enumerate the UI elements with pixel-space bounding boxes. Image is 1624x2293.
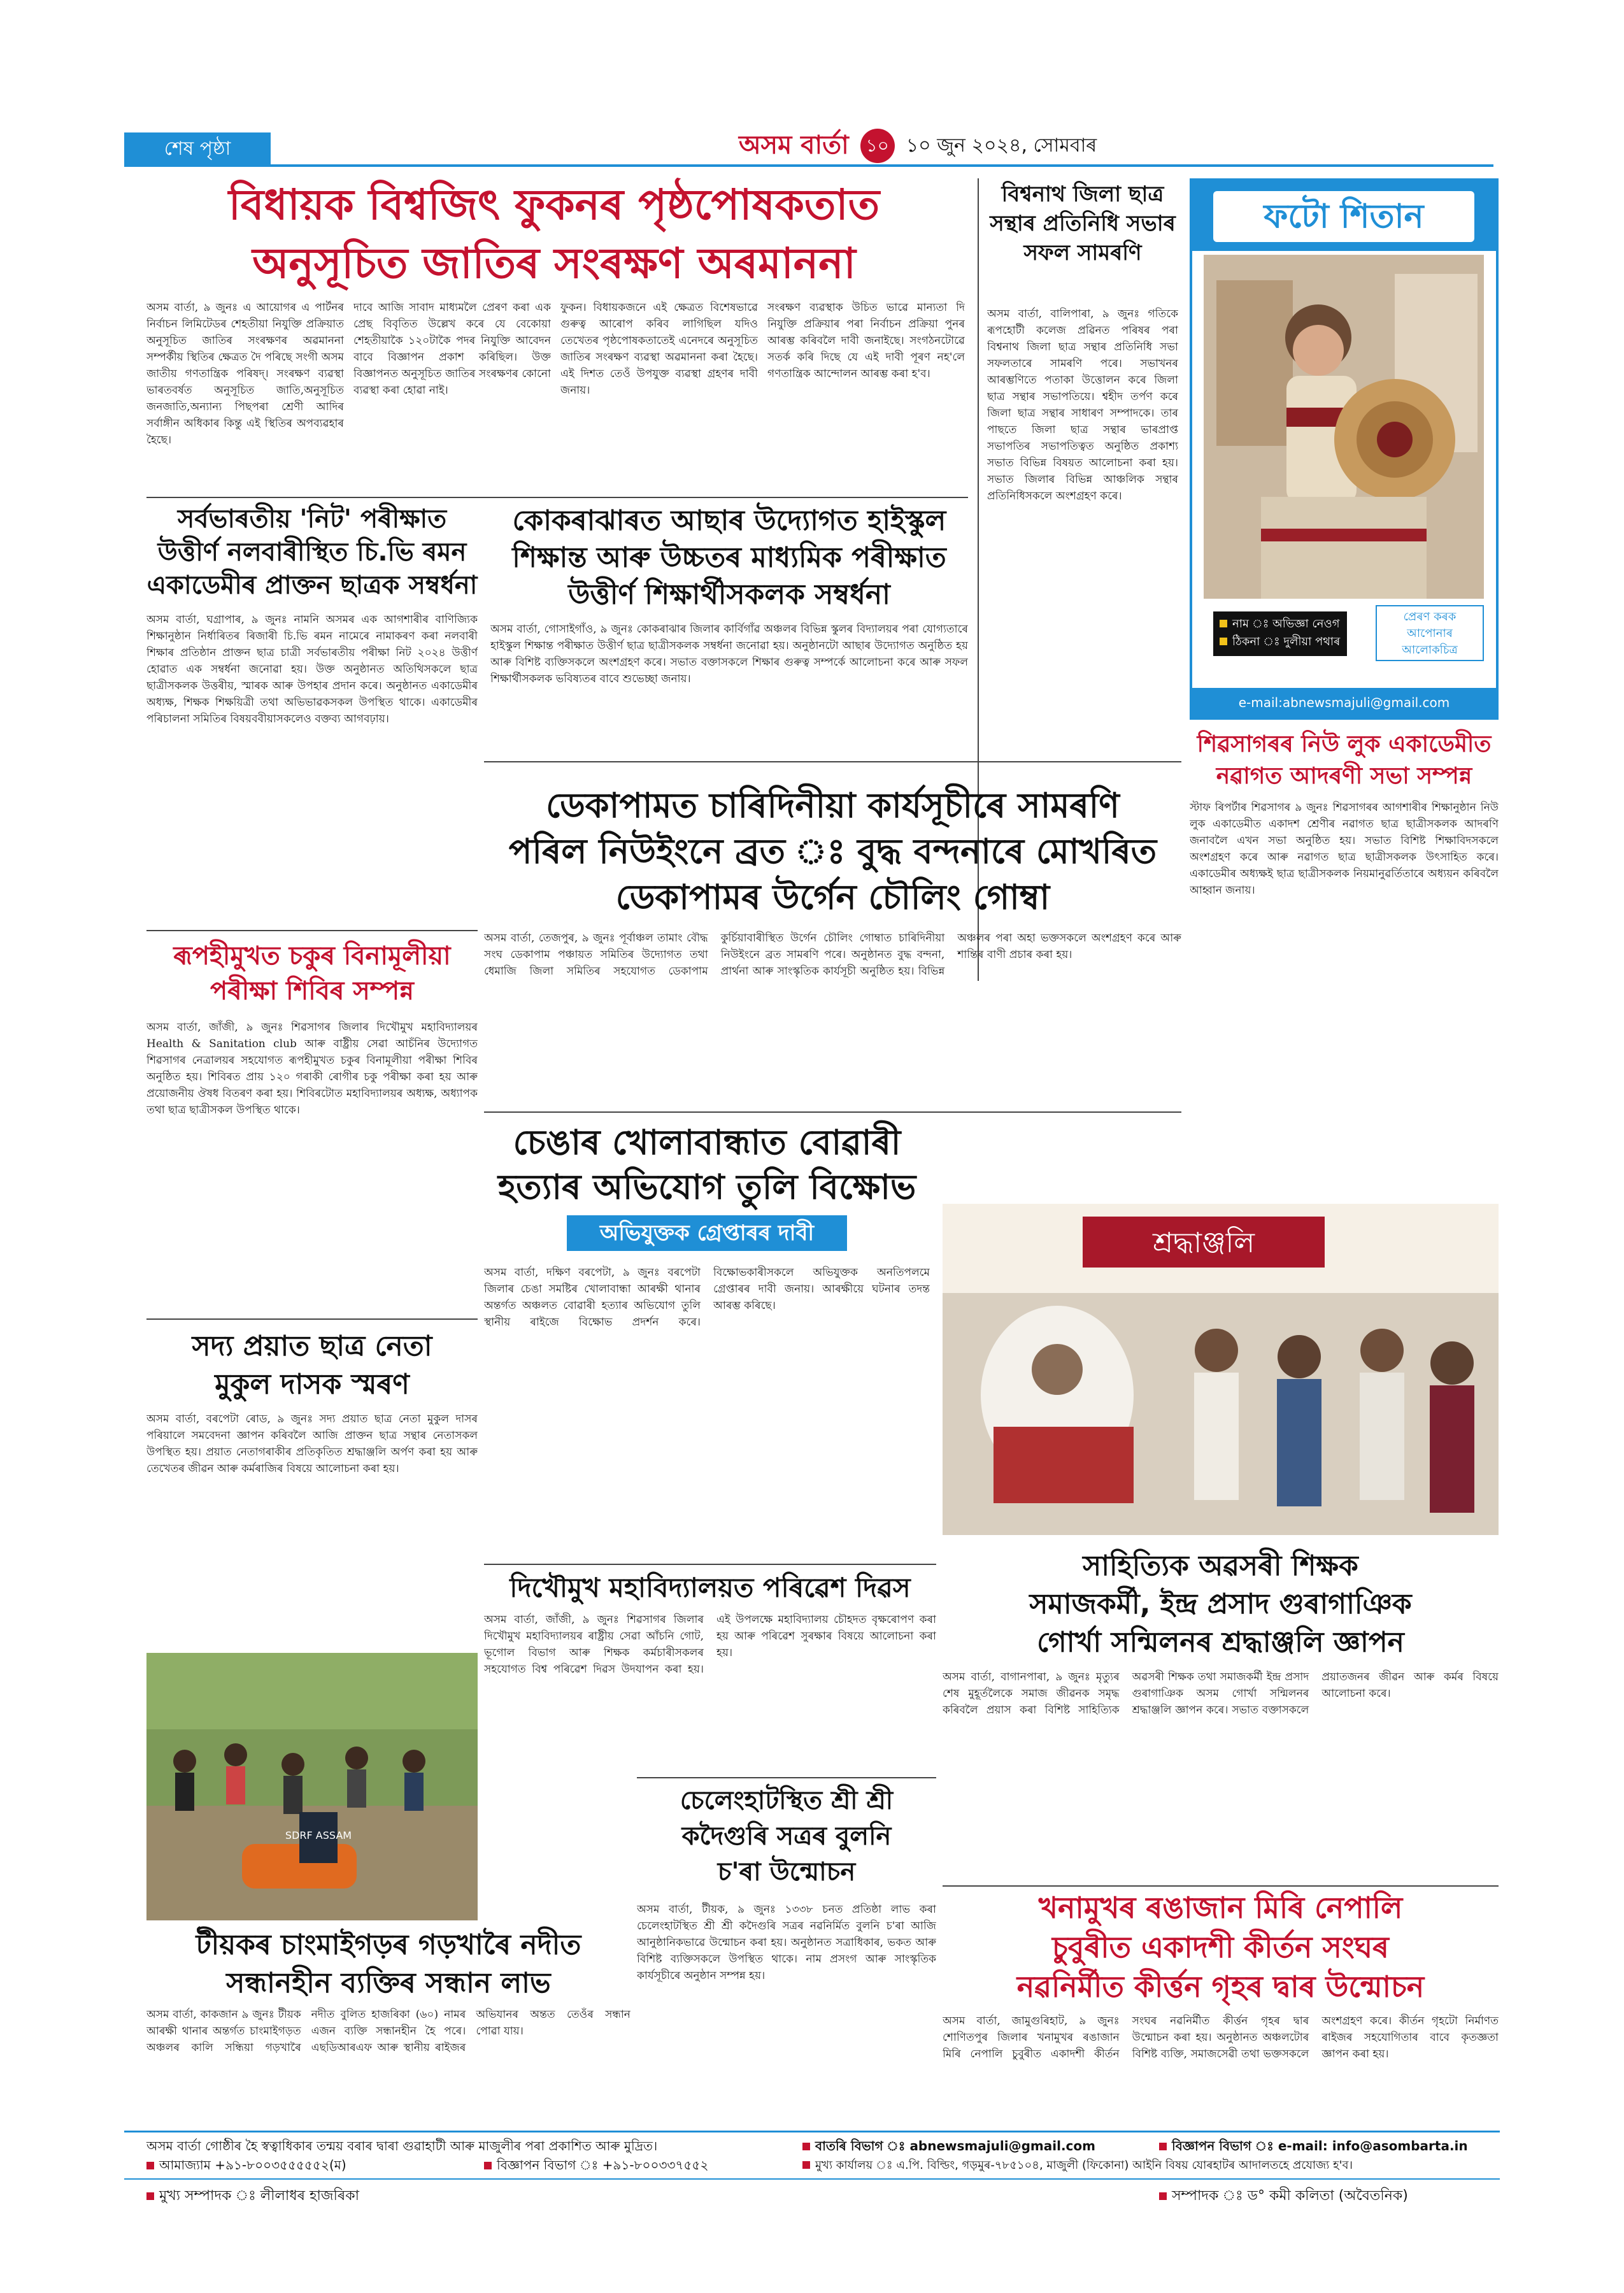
photo-credit-box: [1213, 611, 1347, 656]
tiyok-body: অসম বাৰ্তা, কাকজান ৯ জুনঃ টীয়ক আৰক্ষী থানাৰ অন্তৰ্গত চাংমাইগড়ত অঞ্চলৰ কালি সন্ধিয়া গড়খাৰৈ নদীত বুলিত হাজৰিকা (৬০) নামৰ এজন ব্যক্তি সন্ধানহীন হৈ পৰে। এছডিআৰএফ আৰু স্থানীয় ৰাইজৰ অভিযানৰ অন্তত তেওঁৰ সন্ধান পোৱা যায়।: [146, 2008, 630, 2054]
sibsagar-headline-2: নৱাগত আদৰণী সভা সম্পন্ন: [1216, 763, 1472, 789]
mukul-headline-1: সদ্য প্ৰয়াত ছাত্ৰ নেতা: [192, 1330, 432, 1362]
footer-rule: [124, 2131, 1500, 2132]
khanamukh-headline-1: খনামুখৰ ৰঙাজান মিৰি নেপালি: [1038, 1890, 1403, 1925]
photo-name: নাম ঃ অভিজ্ঞা নেওগ: [1232, 617, 1340, 631]
section-divider: [943, 1885, 1499, 1887]
footer-adv-email-text: বিজ্ঞাপন বিভাগ ঃ e-mail: info@asombarta.in: [1172, 2138, 1468, 2154]
rescue-photo: [146, 1653, 478, 1920]
kokrajhar-headline-1: কোকৰাঝাৰত আছাৰ উদ্যোগত হাইস্কুল: [512, 504, 946, 537]
masthead: [739, 127, 1097, 164]
section-divider: [146, 1318, 478, 1320]
send-photo-note: প্ৰেৰণ কৰক আপোনাৰ আলোকচিত্ৰ: [1376, 605, 1484, 661]
footer-rule-2: [124, 2178, 1500, 2180]
section-divider: [484, 1111, 1181, 1113]
tiyok-headline-1: টীয়কৰ চাংমাইগড়ৰ গড়খাৰৈ নদীত: [196, 1929, 581, 1961]
photo-place: ঠিকনা ঃ দুলীয়া পথাৰ: [1232, 635, 1341, 648]
footer-adv-office: [484, 2156, 802, 2177]
chengar-body: অসম বাৰ্তা, দক্ষিণ বৰপেটা, ৯ জুনঃ বৰপেটা জিলাৰ চেঙা সমষ্টিৰ খোলাবান্ধা আৰক্ষী থানাৰ অন্তৰ্গত অঞ্চলত বোৱাৰী হত্যাৰ অভিযোগ তুলি স্থানীয় ৰাইজে বিক্ষোভ প্ৰদৰ্শন কৰে। বিক্ষোভকাৰীসকলে অভিযুক্তক অনতিপলমে গ্ৰেপ্তাৰৰ দাবী জনায়। আৰক্ষীয়ে ঘটনাৰ তদন্ত আৰম্ভ কৰিছে।: [484, 1266, 930, 1329]
lead-headline-2: অনুসূচিত জাতিৰ সংৰক্ষণ অৰমাননা: [252, 239, 856, 288]
sdrf-label: SDRF ASSAM: [285, 1829, 352, 1841]
kokrajhar-body: অসম বাৰ্তা, গোসাইগাঁও, ৯ জুনঃ কোকৰাঝাৰ জিলাৰ কাৰ্বিগাঁৱ অঞ্চলৰ বিভিন্ন স্কুলৰ বিদ্যালয়ৰ পৰা যোগ্যতাৰে হাইস্কুল শিক্ষান্ত পৰীক্ষাত উত্তীৰ্ণ ছাত্ৰ ছাত্ৰীসকলক সম্বৰ্ধনা জনোৱা হয়। অনুষ্ঠানটো আছাৰ উদ্যোগত অনুষ্ঠিত হয় আৰু বিশিষ্ট ব্যক্তিসকলে অংশগ্ৰহণ কৰে। সভাত বক্তাসকলে শিক্ষাৰ গুৰুত্ব সম্পৰ্কে আলোচনা কৰে আৰু সফল শিক্ষাৰ্থীসকলক ভবিষ্যতৰ বাবে শুভেচ্ছা জনায়।: [490, 623, 968, 685]
chengar-headline-2: হত্যাৰ অভিযোগ তুলি বিক্ষোভ: [497, 1167, 916, 1207]
khanamukh-headline-2: চুবুৰীত একাদশী কীৰ্তন সংঘৰ: [1052, 1930, 1389, 1964]
footer-adv-email: [1159, 2137, 1503, 2158]
kokrajhar-headline-3: উত্তীৰ্ণ শিক্ষাৰ্থীসকলক সম্বৰ্ধনা: [568, 578, 890, 611]
section-divider: [484, 761, 1181, 762]
bishwanath-headline: বিশ্বনাথ জিলা ছাত্ৰ সন্থাৰ প্ৰতিনিধি সভাৰ সফল সামৰণি: [990, 182, 1176, 266]
neet-body: অসম বাৰ্তা, ঘগ্ৰাপাৰ, ৯ জুনঃ নামনি অসমৰ এক আগশাৰীৰ বাণিজ্যিক শিক্ষানুষ্ঠান নিৰ্ধাৰিতৰ ৰিজাৰী চি.ভি ৰমন নামেৰে নামাকৰণ কৰা নলবাৰী শিক্ষাৰ প্ৰতিষ্ঠান প্ৰাক্তন ছাত্ৰ চাত্ৰী সৰ্বভাৰতীয় পৰীক্ষা নিট ২০২৪ উত্তীৰ্ণ হোৱাত এক সম্বৰ্ধনা জনোৱা হয়। উক্ত অনুষ্ঠানত অতিথিসকলে ছাত্ৰ ছাত্ৰীসকলক উত্তৰীয়, স্মাৰক আৰু উপহাৰ প্ৰদান কৰে। অনুষ্ঠানত একাডেমীৰ অধ্যক্ষ, শিক্ষক শিক্ষয়িত্ৰী তথা অভিভাৱকসকল উপস্থিত থাকে। একাডেমীৰ পৰিচালনা সমিতিৰ বিষয়ববীয়াসকলেও বক্তব্য আগবঢ়ায়।: [146, 613, 478, 725]
footer-news-email: [802, 2137, 1153, 2158]
footer-imprint: অসম বাৰ্তা গোষ্ঠীৰ হৈ স্বত্বাধিকাৰ তন্ময় বৰাৰ দ্বাৰা গুৱাহাটী আৰু মাজুলীৰ পৰা প্ৰকাশিত আৰু মুদ্ৰিত।: [146, 2138, 658, 2154]
tribute-headline-1: সাহিত্যিক অৱসৰী শিক্ষক: [1083, 1550, 1358, 1582]
footer-office-text: মুখ্য কাৰ্যালয় ঃ এ.পি. বিল্ডিং, গড়মুৰ-৭৮৫১০৪, মাজুলী (ফিকোনা) আইনি বিষয় যোৰহাটৰ আদালতহে প্ৰযোজ্য হ'ব।: [815, 2159, 1353, 2172]
mukul-body: অসম বাৰ্তা, বৰপেটা ৰোড, ৯ জুনঃ সদ্য প্ৰয়াত ছাত্ৰ নেতা মুকুল দাসৰ পৰিয়ালে সমবেদনা জ্ঞাপন কৰিবলৈ আজি প্ৰাক্তন ছাত্ৰ সন্থাৰ নেতাসকল উপস্থিত হয়। প্ৰয়াত নেতাগৰাকীৰ প্ৰতিকৃতিত শ্ৰদ্ধাঞ্জলি অৰ্পণ কৰা হয় আৰু তেখেতৰ জীৱন আৰু কৰ্মৰাজিৰ বিষয়ে আলোচনা কৰা হয়।: [146, 1413, 478, 1475]
newspaper-logo: অসম বার্তা: [739, 130, 849, 160]
neet-headline-1: সৰ্বভাৰতীয় 'নিট' পৰীক্ষাত: [177, 504, 447, 534]
footer-contact-text: আমাজ্যাম +৯১-৮০০৩৫৫৫৫৫২(ম): [159, 2157, 346, 2173]
dekapam-headline-2: পৰিল নিউইংনে ব্ৰত ঃ বুদ্ধ বন্দনাৰে মোখৰিত: [508, 831, 1157, 871]
tribute-headline-2: সমাজকৰ্মী, ইন্দ্ৰ প্ৰসাদ গুৰাগাঞিক: [1029, 1588, 1412, 1620]
footer-contact: [146, 2156, 465, 2177]
tribute-headline-3: গোৰ্খা সন্মিলনৰ শ্ৰদ্ধাঞ্জলি জ্ঞাপন: [1037, 1626, 1404, 1659]
footer-editor-text: সম্পাদক ঃ ড° কমী কলিতা (অবৈতনিক): [1172, 2188, 1408, 2204]
bishwanath-body: অসম বাৰ্তা, বালিপাৰা, ৯ জুনঃ গতিকে ৰূপহোটী কলেজ প্ৰৱিনত পৰিষৰ পৰা বিশ্বনাথ জিলা ছাত্ৰ সন্থাৰ প্ৰতিনিধি সভা সফলতাৰে সামৰণি পৰে। সভাখনৰ আৰম্ভণিতে পতাকা উত্তোলন কৰে জিলা ছাত্ৰ সন্থাৰ সভাপতিয়ে। শ্বহীদ তৰ্পণ কৰে জিলা ছাত্ৰ সন্থাৰ সাধাৰণ সম্পাদকে। তাৰ পাছতে জিলা ছাত্ৰ সন্থাৰ ভাৰপ্ৰাপ্ত সভাপতিৰ সভাপতিত্বত অনুষ্ঠিত প্ৰকাশ্য সভাত বিভিন্ন বিষয়ত আলোচনা কৰা হয়। সভাত জিলাৰ বিভিন্ন আঞ্চলিক সন্থাৰ প্ৰতিনিধিসকলে অংশগ্ৰহণ কৰে।: [987, 308, 1178, 503]
lead-column-2: দাবে আজি সাবাদ মাধ্যমলৈ প্ৰেৰণ কৰা এক প্ৰেছ বিবৃতিত উল্লেখ কৰে যে বেকোয়া শেহতীয়াকৈ ১২০টাকৈ পদৰ নিযুক্তি আবেদন বাবে বিজ্ঞাপন প্ৰকাশ কৰিছিল। উক্ত বিজ্ঞাপনত অনুসূচিত জাতিৰ সংৰক্ষণৰ কোনো ব্যৱস্থা কৰা হোৱা নাই।: [353, 301, 551, 397]
khanamukh-headline-3: নৱনিৰ্মীত কীৰ্ত্তন গৃহৰ দ্বাৰ উন্মোচন: [1016, 1969, 1425, 2004]
neet-headline-3: একাডেমীৰ প্ৰাক্তন ছাত্ৰক সম্বৰ্ধনা: [146, 571, 478, 600]
footer-chief-editor: [146, 2185, 656, 2208]
rupohi-headline-1: ৰূপহীমুখত চকুৰ বিনামূলীয়া: [173, 941, 451, 971]
chelenghat-headline-3: চ'ৰা উন্মোচন: [717, 1857, 856, 1887]
tribute-photo: [943, 1204, 1499, 1535]
section-divider: [146, 930, 478, 931]
tribute-banner: শ্ৰদ্ধাঞ্জলি: [1153, 1227, 1255, 1259]
photo-feature-title: ফটো শিতান: [1213, 191, 1474, 242]
section-divider: [637, 1777, 936, 1778]
section-divider: [146, 497, 968, 498]
chelenghat-headline-2: কদৈগুৰি সত্ৰৰ বুলনি: [681, 1822, 892, 1851]
footer-chief-editor-text: মুখ্য সম্পাদক ঃ লীলাধৰ হাজৰিকা: [159, 2188, 360, 2204]
issue-date: ১০ জুন ২০২৪, সোমবাৰ: [906, 134, 1097, 157]
section-divider: [484, 1564, 936, 1565]
section-tab: শেষ পৃষ্ঠা: [124, 132, 271, 166]
rupohi-body: অসম বাৰ্তা, জাঁজী, ৯ জুনঃ শিৱসাগৰ জিলাৰ দিখৌমুখ মহাবিদ্যালয়ৰ Health & Sanitation club আৰু বাষ্ট্ৰীয় সেৱা আচঁনিৰ উদ্যোগত শিৱসাগৰ নেত্ৰালয়ৰ সহযোগত ৰূপহীমুখত চকুৰ বিনামূলীয়া পৰীক্ষা শিবিৰ অনুষ্ঠিত হয়। শিবিৰত প্ৰায় ১২০ গৰাকী ৰোগীৰ চকু পৰীক্ষা কৰা হয় আৰু প্ৰয়োজনীয় ঔষধ বিতৰণ কৰা হয়। শিবিৰটোত মহাবিদ্যালয়ৰ অধ্যক্ষ, অধ্যাপক তথা ছাত্ৰ ছাত্ৰীসকল উপস্থিত থাকে।: [146, 1021, 478, 1117]
lead-headline-1: বিধায়ক বিশ্বজিৎ ফুকনৰ পৃষ্ঠপোষকতাত: [228, 180, 880, 229]
chengar-headline-1: চেঙাৰ খোলাবান্ধাত বোৱাৰী: [513, 1122, 901, 1162]
sibsagar-headline-1: শিৱসাগৰৰ নিউ লুক একাডেমীত: [1197, 731, 1492, 757]
page-number: ১০: [860, 129, 895, 163]
dikhowmukh-body: অসম বাৰ্তা, জাঁজী, ৯ জুনঃ শিৱসাগৰ জিলাৰ দিখৌমুখ মহাবিদ্যালয়ৰ ৰাষ্ট্ৰীয় সেৱা আঁচনি গোট, ভূগোল বিভাগ আৰু শিক্ষক কৰ্মচাৰীসকলৰ সহযোগত বিশ্ব পৰিৱেশ দিৱস উদযাপন কৰা হয়। এই উপলক্ষে মহাবিদ্যালয় চৌহদত বৃক্ষৰোপণ কৰা হয় আৰু পৰিৱেশ সুৰক্ষাৰ বিষয়ে আলোচনা কৰা হয়।: [484, 1613, 936, 1676]
dikhowmukh-headline: দিখৌমুখ মহাবিদ্যালয়ত পৰিৱেশ দিৱস: [509, 1572, 911, 1603]
dekapam-headline-1: ডেকাপামত চাৰিদিনীয়া কাৰ্যসূচীৰে সামৰণি: [546, 785, 1120, 825]
chelenghat-headline-1: চেলেংহাটস্থিত শ্ৰী শ্ৰী: [680, 1786, 894, 1815]
photo-feature-email: e-mail:abnewsmajuli@gmail.com: [1192, 688, 1496, 717]
dekapam-headline-3: ডেকাপামৰ উৰ্গেন চৌলিং গোম্বা: [615, 877, 1050, 917]
rupohi-headline-2: পৰীক্ষা শিবিৰ সম্পন্ন: [210, 976, 414, 1006]
lead-column-3: ফুকন। বিধায়কজনে এই ক্ষেত্ৰত বিশেষভাৱে গুৰুত্ব আৰোপ কৰিব লাগিছিল যদিও তেখেতৰ পৃষ্ঠপোষকতাতেই এনেদৰে অনুসূচিত জাতিৰ সংৰক্ষণ ব্যৱস্থা অৱমাননা কৰা হৈছে। এই দিশত তেওঁ উপযুক্ত ব্যৱস্থা গ্ৰহণৰ দাবী জনায়।: [560, 301, 758, 397]
footer-adv-office-text: বিজ্ঞাপন বিভাগ ঃ +৯১-৮০০৩৩৭৫৫২: [497, 2157, 709, 2173]
footer-office: [802, 2156, 1503, 2176]
neet-headline-2: উত্তীৰ্ণ নলবাৰীস্থিত চি.ভি ৰমন: [157, 538, 467, 567]
khanamukh-body: অসম বাৰ্তা, জামুগুৰিহাট, ৯ জুনঃ শোণিতপুৰ জিলাৰ খনামুখৰ ৰঙাজান মিৰি নেপালি চুবুৰীত একাদশী কীৰ্তন সংঘৰ নৱনিৰ্মীত কীৰ্ত্তন গৃহৰ দ্বাৰ উন্মোচন কৰা হয়। অনুষ্ঠানত অঞ্চলটোৰ বিশিষ্ট ব্যক্তি, সমাজসেৱী তথা ভক্তসকলে অংশগ্ৰহণ কৰে। কীৰ্তন গৃহটো নিৰ্মাণত ৰাইজৰ সহযোগিতাৰ বাবে কৃতজ্ঞতা জ্ঞাপন কৰা হয়।: [943, 2015, 1499, 2061]
lead-column-1: অসম বাৰ্তা, ৯ জুনঃ এ আয়োগৰ এ পাৰ্টনৰ নিৰ্বাচন লিমিটেডৰ শেহতীয়া নিযুক্তি প্ৰক্ৰিয়াত অনুসূচিত জাতিৰ সংৰক্ষণৰ অৱমাননা সম্পৰ্কীয় স্থিতিৰ ক্ষেত্ৰত দৈ পৰিছে সংগী অসম জাতীয় গণতান্ত্ৰিক পৰিষদ্। সংৰক্ষণ ব্যৱস্থা ভাৰতবৰ্ষত অনুসূচিত জাতি,অনুসূচিত জনজাতি,অন্যান্য পিছপৰা শ্ৰেণী আদিৰ সৰ্বাঙ্গীন অধিকাৰ কিন্তু এই স্থিতিৰ অপব্যৱহাৰ হৈছে।: [146, 301, 344, 446]
sibsagar-body: স্টাফ ৰিপৰ্টাৰ শিৱসাগৰ ৯ জুনঃ শিৱসাগৰৰ আগশাৰীৰ শিক্ষানুষ্ঠান নিউ লুক একাডেমীত একাদশ শ্ৰেণীৰ নৱাগত ছাত্ৰ ছাত্ৰীসকলক আদৰণি জনাবলৈ এখন সভা অনুষ্ঠিত হয়। সভাত বিশিষ্ট শিক্ষাবিদসকলে অংশগ্ৰহণ কৰে আৰু নৱাগত ছাত্ৰ ছাত্ৰীসকলক উৎসাহিত কৰে। একাডেমীৰ অধ্যক্ষই ছাত্ৰ ছাত্ৰীসকলক নিয়মানুৱৰ্তিতাৰে অধ্যয়ন কৰিবলৈ আহ্বান জনায়।: [1190, 801, 1499, 897]
mukul-headline-2: মুকুল দাসক স্মৰণ: [215, 1368, 410, 1401]
lead-column-4: সংৰক্ষণ ব্যৱস্থাক উচিত ভাৱে মান্যতা দি নিযুক্তি প্ৰক্ৰিয়াৰ পৰা নিৰ্বাচন প্ৰক্ৰিয়া পুনৰ আৰম্ভ কৰিবলৈ দাবী জনাইছে। সংগঠনটোৱে সতৰ্ক কৰি দিছে যে এই দাবী পূৰণ নহ'লে গণতান্ত্ৰিক আন্দোলন আৰম্ভ কৰা হ'ব।: [767, 301, 965, 380]
tiyok-headline-2: সন্ধানহীন ব্যক্তিৰ সন্ধান লাভ: [226, 1967, 551, 1999]
chelenghat-body: অসম বাৰ্তা, টীয়ক, ৯ জুনঃ ১৩৩৮ চনত প্ৰতিষ্ঠা লাভ কৰা চেলেংহাটস্থিত শ্ৰী শ্ৰী কদৈগুৰি সত্ৰৰ নৱনিৰ্মিত বুলনি চ'ৰা আজি আনুষ্ঠানিকভাৱে উন্মোচন কৰা হয়। অনুষ্ঠানত সত্ৰাধিকাৰ, ভকত আৰু বিশিষ্ট ব্যক্তিসকলে উপস্থিত থাকে। নাম প্ৰসংগ আৰু সাংস্কৃতিক কাৰ্যসূচীৰে অনুষ্ঠান সম্পন্ন হয়।: [637, 1903, 936, 1982]
dekapam-body: অসম বাৰ্তা, তেজপুৰ, ৯ জুনঃ পূৰ্বাঞ্চল তামাং বৌদ্ধ সংঘ ডেকাপাম পঞ্চায়ত সমিতিৰ উদ্যোগত তথা ধেমাজি জিলা সমিতিৰ সহযোগত ডেকাপাম কুৰ্চিয়াবাৰীস্থিত উৰ্গেন চৌলিং গোম্বাত চাৰিদিনীয়া নিউইংনে ব্ৰত সামৰণি পৰে। অনুষ্ঠানত বুদ্ধ বন্দনা, প্ৰাৰ্থনা আৰু সাংস্কৃতিক কাৰ্যসূচী অনুষ্ঠিত হয়। বিভিন্ন অঞ্চলৰ পৰা অহা ভক্তসকলে অংশগ্ৰহণ কৰে আৰু শান্তিৰ বাণী প্ৰচাৰ কৰা হয়।: [484, 932, 1181, 978]
tribute-body: অসম বাৰ্তা, বাগানপাৰা, ৯ জুনঃ মৃত্যুৰ শেষ মুহূৰ্তলৈকে সমাজ জীৱনক সমৃদ্ধ কৰিবলৈ প্ৰয়াস কৰা বিশিষ্ট সাহিত্যিক অৱসৰী শিক্ষক তথা সমাজকৰ্মী ইন্দ্ৰ প্ৰসাদ গুৰাগাঞিক অসম গোৰ্খা সন্মিলনৰ শ্ৰদ্ধাঞ্জলি জ্ঞাপন কৰে। সভাত বক্তাসকলে প্ৰয়াতজনৰ জীৱন আৰু কৰ্মৰ বিষয়ে আলোচনা কৰে।: [943, 1671, 1499, 1717]
child-photo: [1204, 255, 1484, 599]
chengar-subhead: অভিযুক্তক গ্ৰেপ্তাৰৰ দাবী: [567, 1215, 847, 1251]
footer-news-email-text: বাতৰি বিভাগ ঃ abnewsmajuli@gmail.com: [815, 2138, 1095, 2154]
kokrajhar-headline-2: শিক্ষান্ত আৰু উচ্চতৰ মাধ্যমিক পৰীক্ষাত: [512, 541, 946, 574]
footer-editor: [1159, 2185, 1503, 2208]
